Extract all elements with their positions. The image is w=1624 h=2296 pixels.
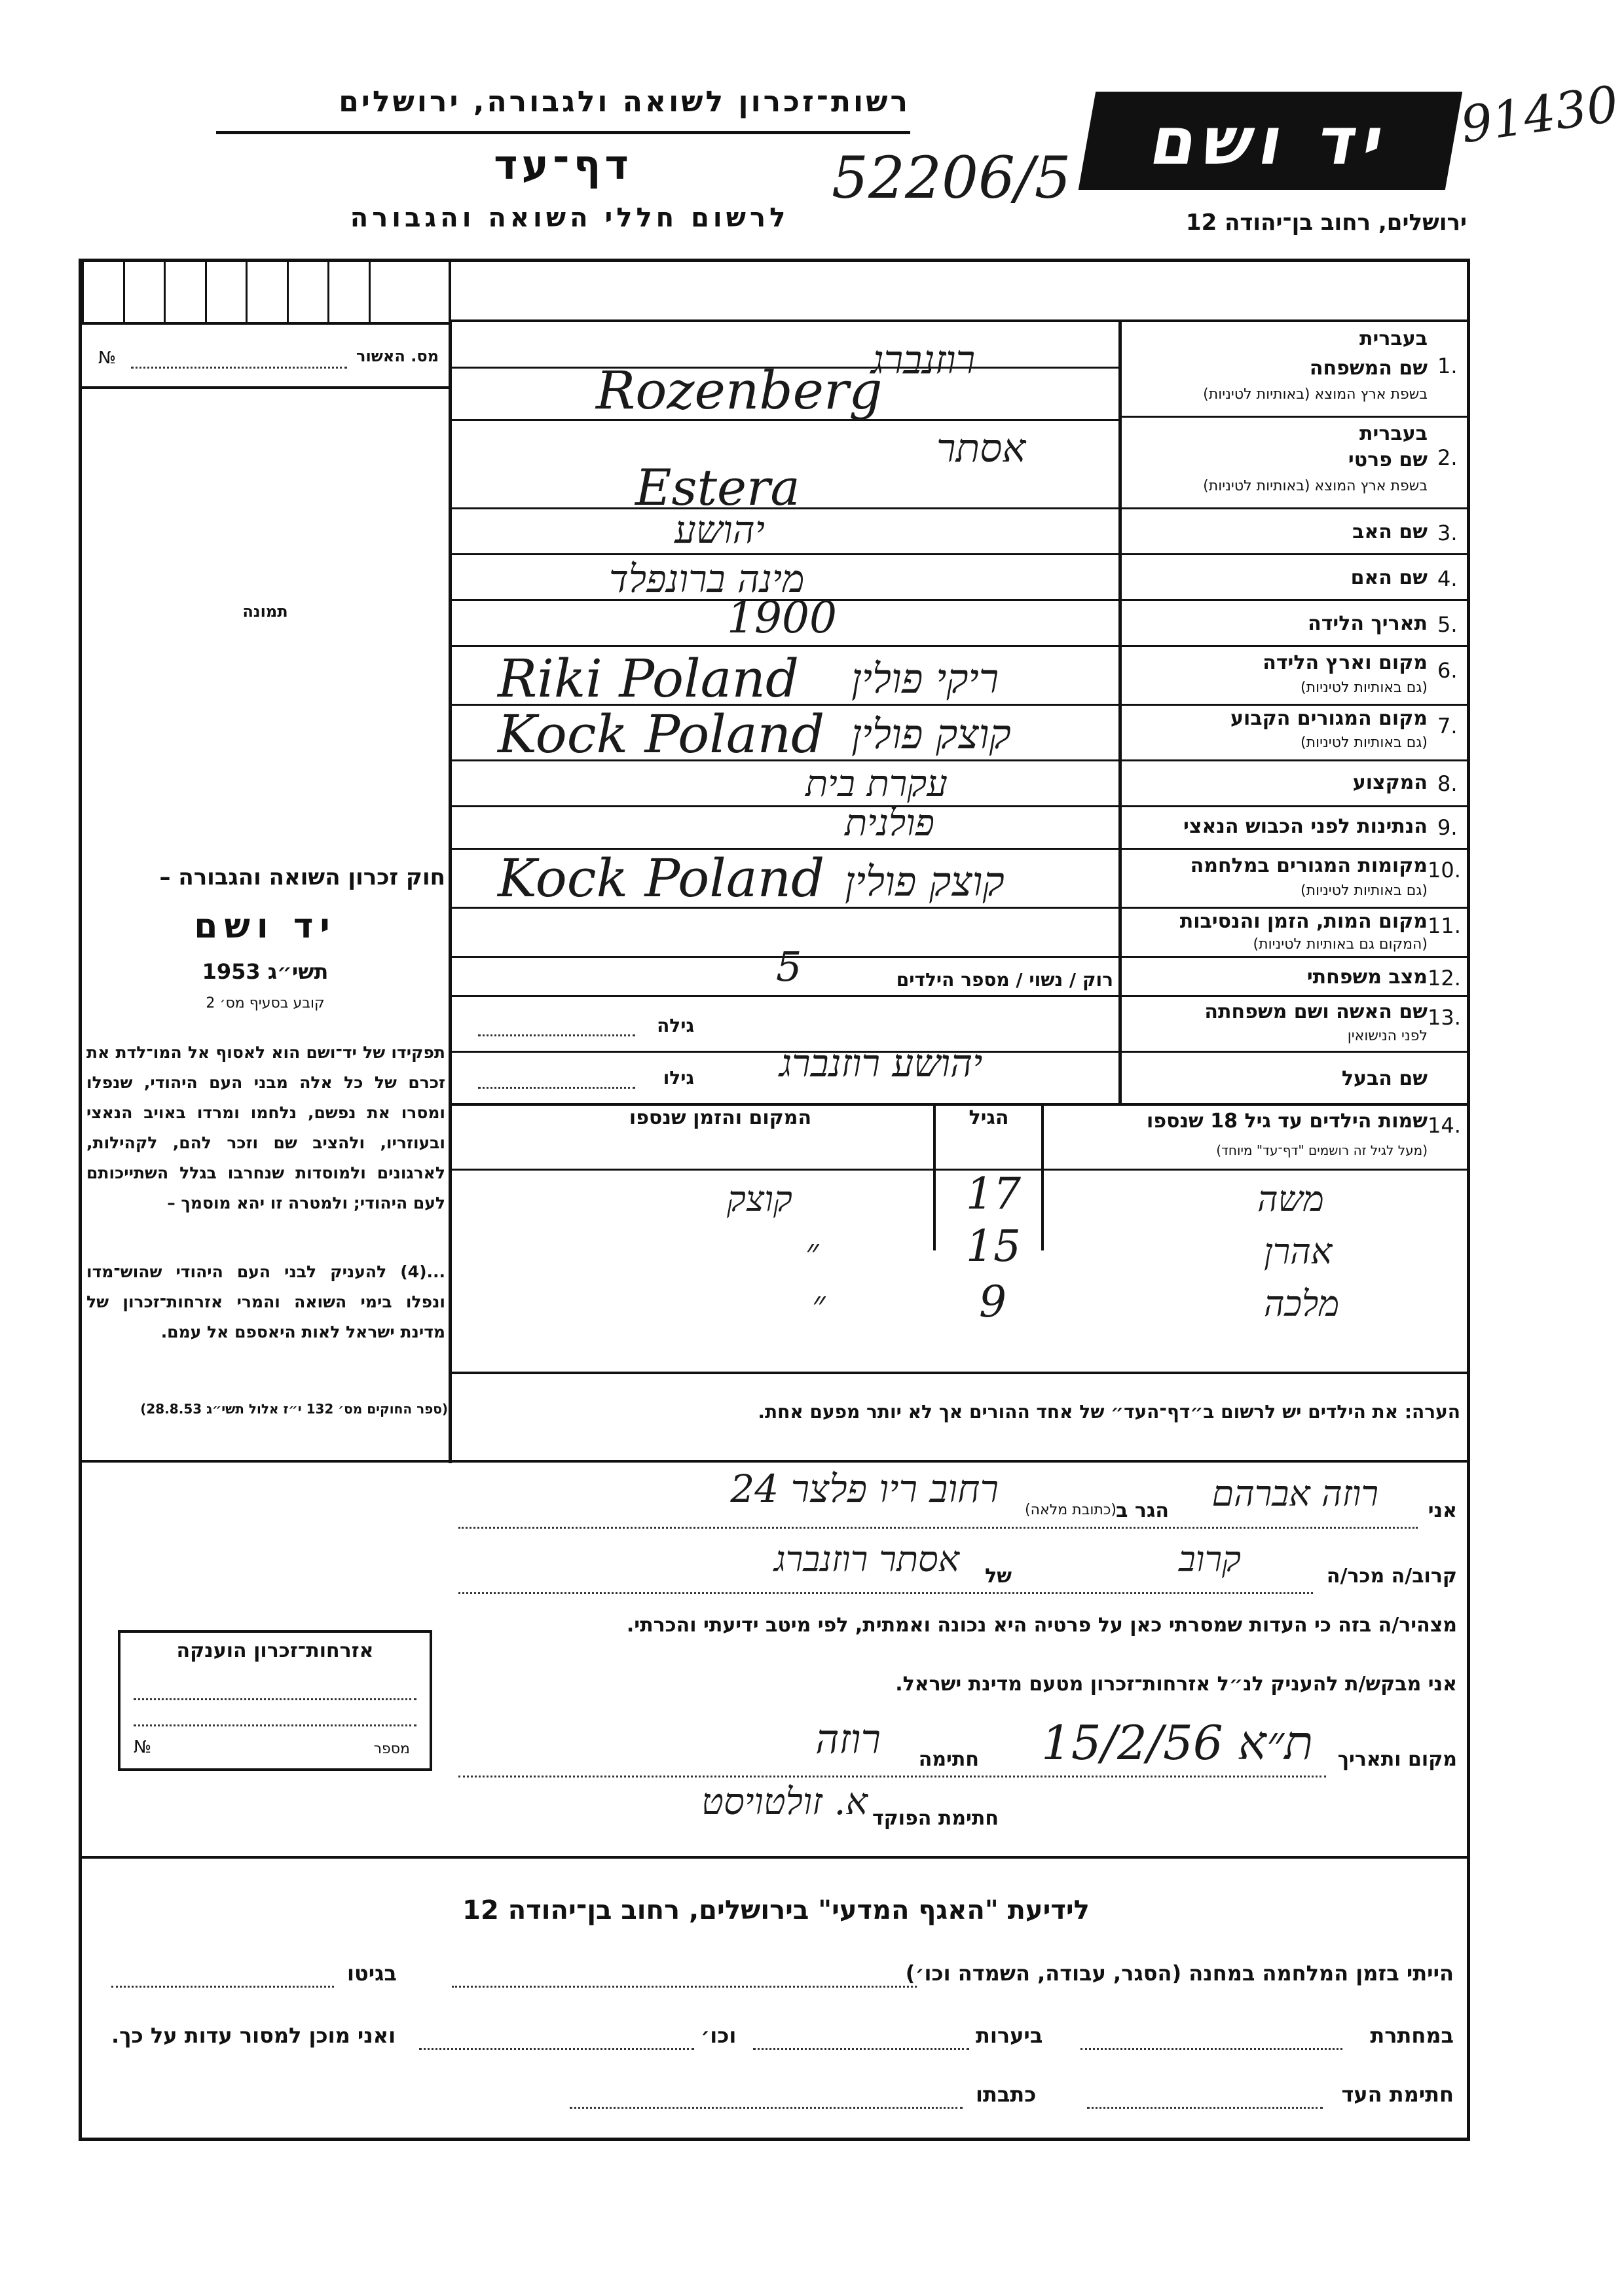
left-approval-line: [82, 386, 449, 389]
field-2-prefix: בעברית: [1359, 422, 1428, 445]
field-13-number: 13.: [1428, 1005, 1461, 1030]
row-sep-4: [1120, 599, 1470, 601]
husband-age-dots: [478, 1087, 635, 1089]
note-bottom-line: [82, 1460, 1470, 1463]
footer-camp-label: הייתי בזמן המלחמה במחנה (הסגר, עבודה, השמדה וכו׳): [905, 1961, 1454, 1986]
field-2-label: שם פרטי: [1348, 448, 1428, 471]
strip-bottom: [449, 319, 1469, 322]
field-7-value-latin[interactable]: Kock Poland: [498, 704, 825, 765]
labels-column-divider: [1118, 321, 1122, 1103]
place-date-dots: [458, 1776, 1326, 1777]
law-text-2: ...(4) להעניק לבני העם היהודי שהוש־מדו ונפלו בימי השואה והמרי אזרחות־זכרון של מדינת ישראל לאות היאספם אל עמם.: [86, 1262, 445, 1341]
field-13-label: שם האשה ושם משפחתה: [1204, 1000, 1428, 1023]
handwritten-file-number: 52206/5: [832, 144, 1071, 211]
field-1-prefix: בעברית: [1359, 327, 1428, 350]
field-4-number: 4.: [1437, 566, 1458, 591]
citizenship-dots-2: [134, 1724, 416, 1726]
field-1-label: שם המשפחה: [1309, 357, 1428, 380]
field-7-label: מקום המגורים הקבוע: [1230, 707, 1428, 730]
officer-label: חתימת הפוקד: [872, 1807, 999, 1830]
children-header-line: [452, 1169, 1470, 1171]
children-number: 14.: [1428, 1113, 1461, 1138]
statement-2: אני מבקש/ת להעניק לנ״ל אזרחות־זכרון מטעם מדינת ישראל.: [895, 1673, 1457, 1696]
of-label: של: [985, 1565, 1012, 1588]
footer-underground-dots[interactable]: [1080, 2048, 1342, 2050]
children-bottom-line: [452, 1372, 1470, 1374]
row-sep-2: [1120, 507, 1470, 509]
field-4-value[interactable]: מינה ברונפלד: [609, 556, 805, 601]
logo-text: יד ושם: [1145, 102, 1396, 179]
field-3-number: 3.: [1437, 520, 1458, 545]
footer-line-1: [111, 1954, 1454, 1994]
field-2-value-hebrew[interactable]: אסתר: [936, 426, 1026, 471]
field-6-number: 6.: [1437, 658, 1458, 683]
field-7-number: 7.: [1437, 714, 1458, 738]
husband-label: שם הבעל: [1341, 1067, 1428, 1090]
relative-label: קרוב/ה מכר/ה: [1326, 1565, 1457, 1588]
field-2-value-latin[interactable]: Estera: [635, 458, 800, 517]
field-7-sub: (גם באותיות לטיניות): [1301, 735, 1428, 751]
field-8-number: 8.: [1437, 771, 1458, 796]
place-date-value[interactable]: ת״א 15/2/56: [1041, 1715, 1313, 1770]
declarant-row: [458, 1467, 1457, 1532]
approval-label: מס. האשור: [356, 347, 439, 365]
place-date-label: מקום ותאריך: [1337, 1748, 1457, 1771]
place-date-row: [458, 1715, 1457, 1781]
footer-line-2: [111, 2016, 1454, 2056]
full-address-label: (כתובת מלאה): [1025, 1502, 1116, 1518]
children-top-line: [452, 1103, 1470, 1106]
field-1-value-hebrew[interactable]: רוזנברג: [871, 337, 976, 383]
row-sep-7: [1120, 759, 1470, 761]
child-1-place[interactable]: קוצק: [727, 1178, 792, 1220]
child-1-name[interactable]: משה: [1257, 1178, 1324, 1220]
field-3-value[interactable]: יהושע: [674, 507, 765, 552]
field-5-number: 5.: [1437, 612, 1458, 637]
child-2-place[interactable]: ״: [805, 1231, 819, 1272]
row-sep-11: [1120, 956, 1470, 958]
child-2-age[interactable]: 15: [966, 1221, 1021, 1271]
field-1-number: 1.: [1437, 354, 1458, 378]
wife-age-dots: [478, 1034, 635, 1036]
approval-field[interactable]: [98, 347, 439, 373]
footer-etc-label: וכו׳: [701, 2023, 737, 2048]
law-clause: קובע בסעיף מס׳ 2: [206, 995, 325, 1011]
officer-value[interactable]: א. זולטויסט: [701, 1781, 868, 1823]
statement-1: מצהיר/ה בזה כי העדות שמסרתי כאן על פרטיה היא נכונה ואמתית, לפי מיטב ידיעתי והכרתי.: [626, 1614, 1457, 1637]
corner-handwritten-number: 91430: [1456, 74, 1622, 155]
row-sep-10: [1120, 907, 1470, 909]
header-underline: [216, 131, 910, 134]
footer-willing-label: ואני מוכן למסור עדות על כך.: [111, 2023, 396, 2048]
approval-no-sign: №: [98, 348, 117, 368]
field-6-sub: (גם באותיות לטיניות): [1301, 680, 1428, 696]
row-sep-9: [1120, 848, 1470, 850]
footer-address-dots[interactable]: [570, 2107, 963, 2109]
child-2-name[interactable]: אהרן: [1264, 1231, 1333, 1272]
child-3-age[interactable]: 9: [979, 1277, 1006, 1327]
citizenship-title: אזרחות־זכרון הוענקה: [176, 1639, 374, 1662]
footer-camp-dots[interactable]: [452, 1986, 917, 1988]
field-5-value[interactable]: 1900: [727, 592, 837, 643]
children-label: שמות הילדים עד גיל 18 שנספו: [1147, 1110, 1428, 1133]
husband-age-field[interactable]: [478, 1067, 694, 1093]
marital-status-options: רוק / נשוי / מספר הילדים: [896, 969, 1113, 991]
row-sep-5: [1120, 645, 1470, 647]
law-text: תפקידו של יד־ושם הוא לאסוף אל המו־לדת את זכרם של כל אלה מבני העם היהודי, שנפלו ומסרו את נפשם, נלחמו ומרדו באויב הנאצי ובעוזריו, ולהציב שם וזכר להם, לקהילות, לארגונים ולמוסדות שנחרבו בגלל השתייכותם לעם היהודי; ולמטרה זו יהא מוסמך –: [86, 1043, 445, 1212]
residing-label: הגר ב: [1116, 1499, 1169, 1522]
footer-underground-label: במחתרת: [1370, 2023, 1454, 2048]
wife-age-field[interactable]: [478, 1015, 694, 1041]
declarant-name[interactable]: רוזה אברהם: [1211, 1473, 1378, 1514]
form-title: דף־עד: [494, 141, 633, 189]
row-sep-12: [1120, 995, 1470, 997]
law-reference: (ספר החוקים מס׳ 132 י״ז אלול תשי״ג 28.8.53): [140, 1401, 448, 1417]
signature-value[interactable]: רוזה: [815, 1715, 881, 1763]
field-5-label: תאריך הלידה: [1308, 612, 1428, 635]
footer-ghetto-dots[interactable]: [111, 1986, 334, 1988]
field-10-number: 10.: [1428, 858, 1461, 883]
field-10-sub: (גם באותיות לטיניות): [1301, 883, 1428, 899]
declarant-dots: [458, 1527, 1418, 1529]
row-sep-1: [1120, 416, 1470, 418]
child-1-age[interactable]: 17: [966, 1169, 1021, 1219]
of-value[interactable]: אסתר רוזנברג: [773, 1539, 959, 1580]
approval-dots: [131, 367, 347, 369]
field-9-label: הנתינות לפני הכבוש הנאצי: [1183, 815, 1428, 838]
footer-line-3: [111, 2075, 1454, 2115]
field-9-value[interactable]: פולנית: [845, 802, 934, 845]
children-sub: (מעל לגיל זה רושמים "דף־עד" מיוחד): [1216, 1142, 1428, 1158]
child-3-name[interactable]: מלכה: [1264, 1283, 1340, 1324]
authority-title: רשות־זכרון לשואה ולגבורה, ירושלים: [339, 85, 910, 118]
citizenship-number-label: מספר: [373, 1741, 410, 1757]
field-10-value-latin[interactable]: Kock Poland: [498, 848, 825, 909]
field-8-label: המקצוע: [1352, 771, 1428, 794]
field-2-number: 2.: [1437, 445, 1458, 470]
signature-label: חתימה: [918, 1748, 979, 1771]
children-col-2: [1041, 1103, 1044, 1250]
relative-dots: [458, 1592, 1313, 1594]
child-3-place[interactable]: ״: [812, 1283, 826, 1324]
husband-age-label: גילו: [663, 1067, 694, 1089]
field-11-label: מקום המות, הזמן והנסיבות: [1179, 910, 1428, 933]
field-6-value-latin[interactable]: Riki Poland: [498, 648, 800, 709]
officer-row: [458, 1781, 1457, 1840]
citizenship-no-sign: №: [134, 1738, 152, 1757]
note-text: הערה: את הילדים יש לרשום ב״דף־העד״ של אחד ההורים אך לא יותר מפעם אחת.: [758, 1401, 1460, 1423]
i-label: אני: [1428, 1499, 1457, 1522]
husband-value[interactable]: יהושע רוזנברג: [779, 1041, 983, 1085]
footer-ghetto-label: בגיטו: [347, 1961, 397, 1986]
children-col-age: הגיל: [969, 1106, 1009, 1129]
footer-etc-dots[interactable]: [419, 2048, 694, 2050]
field-4-label: שם האם: [1350, 566, 1428, 589]
footer-title: לידיעת "האגף המדעי" בירושלים, רחוב בן־יהודה 12: [462, 1895, 1090, 1925]
field-2-sub: בשפת ארץ המוצא (באותיות לטיניות): [1203, 478, 1428, 494]
photo-label: תמונה: [242, 602, 288, 621]
field-3-label: שם האב: [1352, 520, 1428, 543]
field-11-number: 11.: [1428, 913, 1461, 938]
value-line-3: [452, 553, 1120, 555]
field-8-value[interactable]: עקרת בית: [805, 763, 948, 805]
value-line-8: [452, 805, 1120, 807]
field-13-sub: לפני הנישואין: [1347, 1028, 1428, 1044]
field-9-number: 9.: [1437, 815, 1458, 840]
children-col-1: [933, 1103, 936, 1250]
relative-row: [458, 1539, 1457, 1597]
field-10-value-hebrew[interactable]: קוצק פולין: [845, 858, 1005, 905]
citizenship-dots-1: [134, 1698, 416, 1700]
footer-address-label: כתבתו: [976, 2082, 1037, 2107]
field-6-value-hebrew[interactable]: ריקי פולין: [851, 655, 999, 702]
declarant-address[interactable]: רחוב ריו פלצר 24: [730, 1467, 999, 1511]
children-col-place: המקום והזמן שנספו: [629, 1106, 812, 1129]
law-year: תשי״ג 1953: [202, 959, 329, 984]
field-10-label: מקומות המגורים במלחמה: [1190, 854, 1428, 877]
citizenship-box: [118, 1630, 432, 1771]
field-12-number: 12.: [1428, 966, 1461, 991]
field-7-value-hebrew[interactable]: קוצק פולין: [851, 710, 1011, 758]
field-6-label: מקום וארץ הלידה: [1263, 651, 1428, 674]
row-sep-8: [1120, 805, 1470, 807]
footer-witness-sign-dots[interactable]: [1087, 2107, 1323, 2109]
value-line-5: [452, 645, 1120, 647]
row-sep-6: [1120, 704, 1470, 706]
field-1-sub: בשפת ארץ המוצא (באותיות לטיניות): [1203, 386, 1428, 403]
wife-age-label: גילה: [657, 1015, 694, 1036]
header-address: ירושלים, רחוב בן־יהודה 12: [1185, 210, 1467, 236]
value-line-12: [452, 995, 1120, 997]
field-12-value[interactable]: 5: [776, 943, 802, 991]
row-sep-13: [1120, 1051, 1470, 1053]
field-12-label: מצב משפחתי: [1306, 966, 1428, 989]
row-sep-3: [1120, 553, 1470, 555]
law-name: יד ושם: [194, 907, 337, 946]
footer-forests-label: ביערות: [976, 2023, 1043, 2048]
relative-value[interactable]: קרוב: [1178, 1539, 1241, 1580]
footer-top-line: [82, 1856, 1470, 1859]
footer-witness-sign-label: חתימת העד: [1341, 2082, 1454, 2107]
code-box-strip: [82, 262, 451, 325]
yad-vashem-logo: [1079, 92, 1462, 190]
field-1-value-latin[interactable]: Rozenberg: [596, 360, 883, 421]
form-subtitle: לרשום חללי השואה והגבורה: [350, 203, 790, 233]
law-title: חוק זכרון השואה והגבורה –: [159, 864, 445, 890]
field-11-sub: (המקום גם באותיות לטיניות): [1253, 936, 1428, 953]
footer-forests-dots[interactable]: [753, 2048, 969, 2050]
left-panel-divider: [449, 321, 452, 1463]
